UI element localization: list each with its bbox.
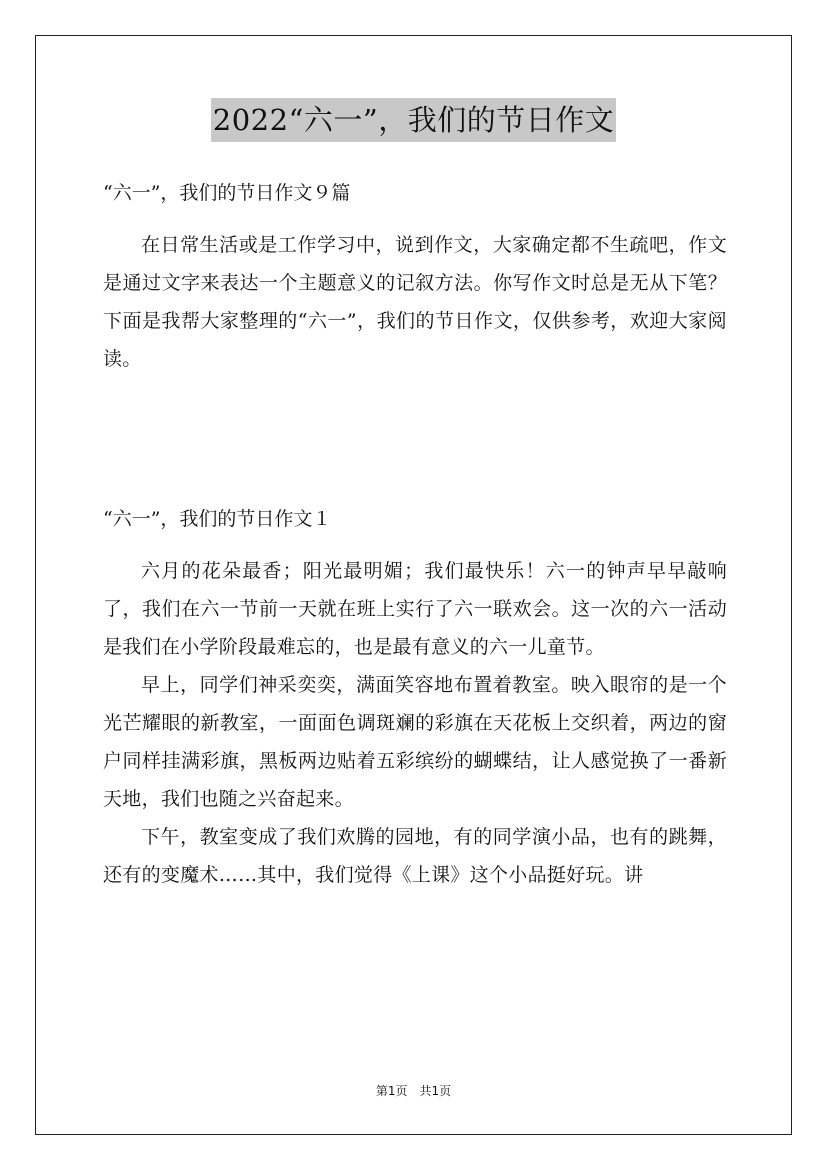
intro-paragraph: 在日常生活或是工作学习中，说到作文，大家确定都不生疏吧，作文是通过文字来表达一个主题意义的记叙方法。你写作文时总是无从下笔？下面是我帮大家整理的“六一”，我们的节日作文，仅供参考，欢迎大家阅读。 xyxy=(103,234,727,370)
section-1-paragraph: 早上，同学们神采奕奕，满面笑容地布置着教室。映入眼帘的是一个光芒耀眼的新教室，一面面色调斑斓的彩旗在天花板上交织着，两边的窗户同样挂满彩旗，黑板两边贴着五彩缤纷的蝴蝶结，让人感觉换了一番新天地，我们也随之兴奋起来。 xyxy=(103,674,727,810)
section-1-paragraph: 六月的花朵最香；阳光最明媚；我们最快乐！六一的钟声早早敲响了，我们在六一节前一天就在班上实行了六一联欢会。这一次的六一活动是我们在小学阶段最难忘的，也是最有意义的六一儿童节。 xyxy=(103,560,727,658)
page-footer: 第1页 共1页 xyxy=(375,1084,452,1098)
section-heading-1: “六一”，我们的节日作文１ xyxy=(103,508,332,530)
intro-paragraph-block xyxy=(103,226,727,378)
document-title: 2022“六一”，我们的节日作文 xyxy=(211,98,616,142)
section-1-body xyxy=(103,552,727,894)
title-container xyxy=(0,98,827,142)
intro-subtitle: “六一”，我们的节日作文９篇 xyxy=(103,182,351,204)
section-1-paragraph: 下午，教室变成了我们欢腾的园地，有的同学演小品，也有的跳舞，还有的变魔术……其中，我们觉得《上课》这个小品挺好玩。讲 xyxy=(103,826,727,886)
